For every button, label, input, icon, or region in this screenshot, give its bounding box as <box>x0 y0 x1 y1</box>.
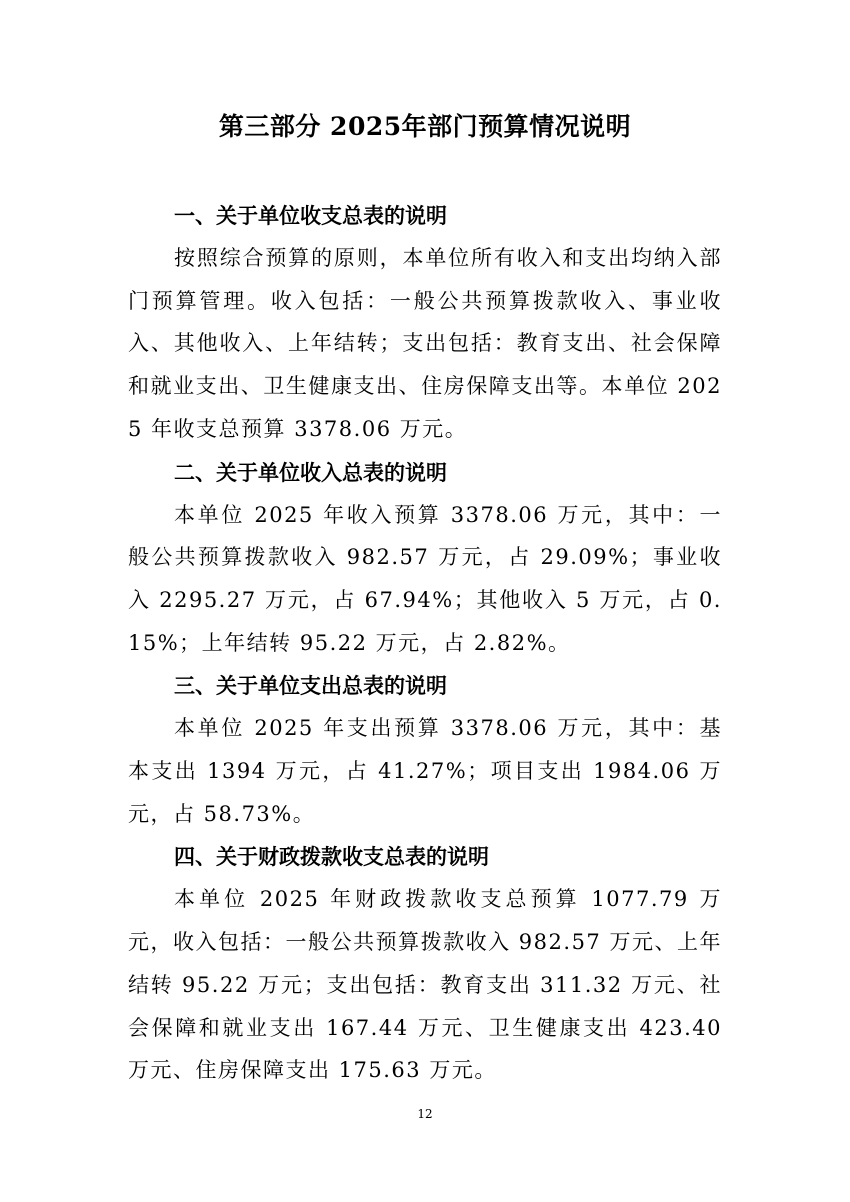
section-heading: 三、关于单位支出总表的说明 <box>174 673 447 699</box>
section-expenditure-summary <box>128 664 722 835</box>
section-heading: 二、关于单位收入总表的说明 <box>174 459 447 485</box>
section-paragraph: 本单位 2025 年财政拨款收支总预算 1077.79 万元，收入包括：一般公共预算拨款收入 982.57 万元、上年结转 95.22 万元；支出包括：教育支出 311.32 万元、社会保障和就业支出 167.44 万元、卫生健康支出 423.40 万元、住房保障支出 175.63 万元。 <box>128 887 722 1083</box>
section-paragraph: 按照综合预算的原则，本单位所有收入和支出均纳入部门预算管理。收入包括：一般公共预算拨款收入、事业收入、其他收入、上年结转；支出包括：教育支出、社会保障和就业支出、卫生健康支出、住房保障支出等。本单位 2025 年收支总预算 3378.06 万元。 <box>128 246 722 441</box>
section-paragraph: 本单位 2025 年支出预算 3378.06 万元，其中：基本支出 1394 万元，占 41.27%；项目支出 1984.06 万元，占 58.73%。 <box>128 716 722 826</box>
section-income-expenditure-summary <box>128 194 722 451</box>
page-number: 12 <box>417 1107 433 1121</box>
document-body <box>128 194 722 1092</box>
section-income-summary <box>128 451 722 665</box>
section-paragraph: 本单位 2025 年收入预算 3378.06 万元，其中：一般公共预算拨款收入 982.57 万元，占 29.09%；事业收入 2295.27 万元，占 67.94%；其他收入 5 万元，占 0.15%；上年结转 95.22 万元，占 2.82%。 <box>128 502 722 655</box>
document-title: 第三部分 2025年部门预算情况说明 <box>218 112 632 141</box>
section-heading: 一、关于单位收支总表的说明 <box>174 203 447 228</box>
section-heading: 四、关于财政拨款收支总表的说明 <box>174 844 489 870</box>
section-fiscal-appropriation-summary <box>128 835 722 1092</box>
